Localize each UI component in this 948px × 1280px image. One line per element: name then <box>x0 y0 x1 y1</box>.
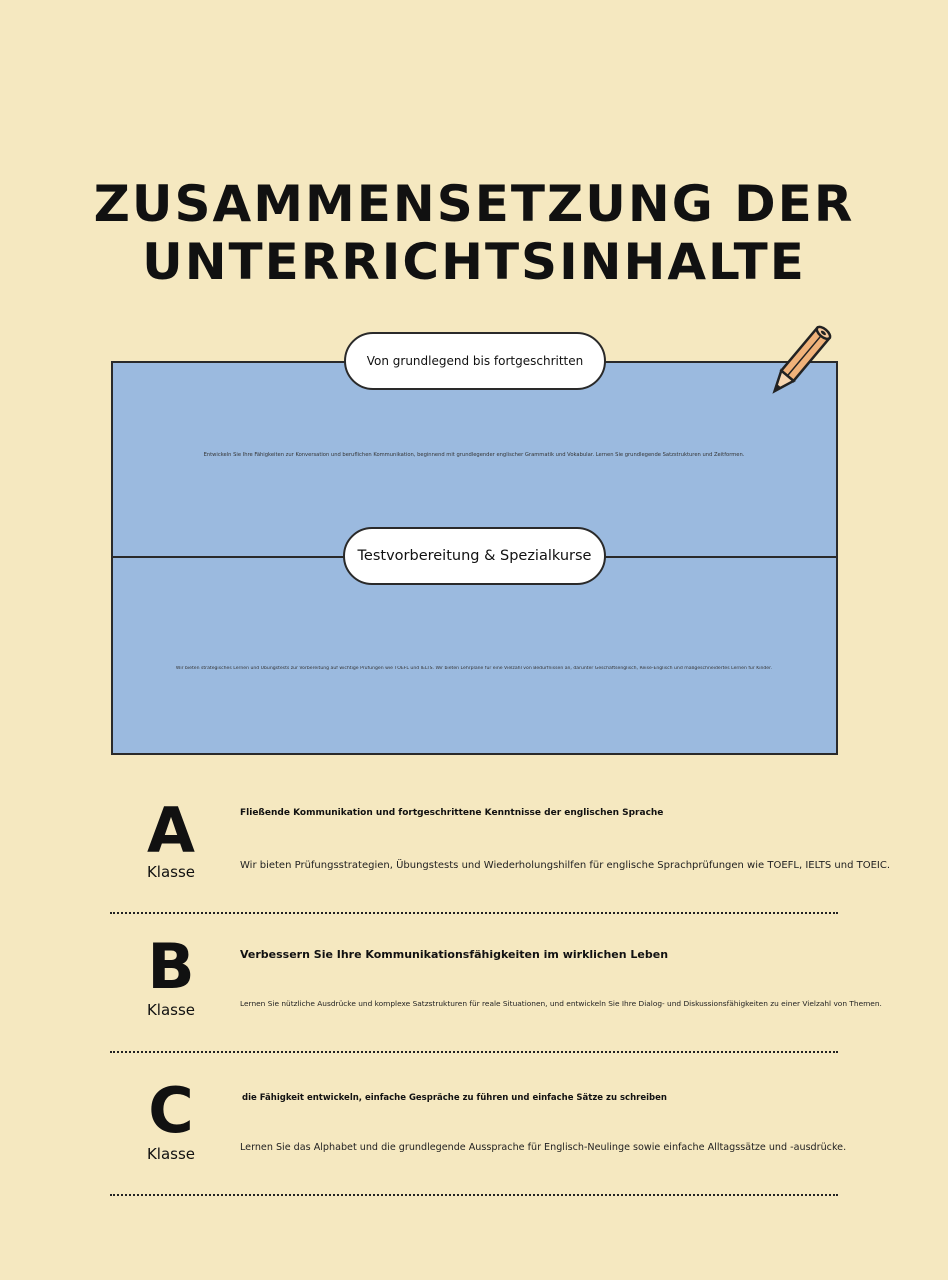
class-a-headline: Fließende Kommunikation und fortgeschrittene Kenntnisse der englischen Sprache <box>240 808 664 818</box>
class-b-label: Klasse <box>146 1001 196 1019</box>
title-line-1: ZUSAMMENSETZUNG DER <box>93 175 855 233</box>
pencil-icon <box>755 318 843 406</box>
title-line-2: UNTERRICHTSINHALTE <box>142 233 806 291</box>
class-b-letter: B <box>147 930 195 1003</box>
class-a-description: Wir bieten Prüfungsstrategien, Übungstests und Wiederholungshilfen für englische Sprachprüfungen wie TOEFL, IELTS und TOEIC. <box>240 860 891 871</box>
class-b-headline: Verbessern Sie Ihre Kommunikationsfähigkeiten im wirklichen Leben <box>240 948 669 961</box>
class-b-description: Lernen Sie nützliche Ausdrücke und komplexe Satzstrukturen für reale Situationen, und entwickeln Sie Ihre Dialog- und Diskussionsfähigkeiten zu einer Vielzahl von Themen. <box>240 999 882 1008</box>
class-a-letter: A <box>147 794 195 867</box>
page-title <box>0 175 948 291</box>
section-2-pill: Testvorbereitung & Spezialkurse <box>343 527 606 585</box>
separator-b <box>110 1051 838 1053</box>
section-1-text: Entwickeln Sie Ihre Fähigkeiten zur Konversation und beruflichen Kommunikation, beginnend mit grundlegender englischer Grammatik und Vokabular. Lernen Sie grundlegende Satzstrukturen und Zeitformen. <box>203 452 745 458</box>
separator-c <box>110 1194 838 1196</box>
section-2-text: Wir bieten strategisches Lernen und Übungstests zur Vorbereitung auf wichtige Prüfungen wie TOEFL und IELTS. Wir bieten Lehrpläne für eine Vielzahl von Bedürfnissen an, darunter Geschäftsenglisch, Reise-Englisch und maßgeschneidertes Lernen für Kinder. <box>175 666 773 671</box>
separator-a <box>110 912 838 914</box>
class-c-description: Lernen Sie das Alphabet und die grundlegende Aussprache für Englisch-Neulinge sowie einfache Alltagssätze und -ausdrücke. <box>240 1142 847 1153</box>
class-c-letter: C <box>148 1074 194 1147</box>
class-a-label: Klasse <box>146 863 196 881</box>
class-c-label: Klasse <box>146 1145 196 1163</box>
section-1-pill: Von grundlegend bis fortgeschritten <box>344 332 606 390</box>
class-c-headline: die Fähigkeit entwickeln, einfache Gespräche zu führen und einfache Sätze zu schreiben <box>242 1093 667 1103</box>
